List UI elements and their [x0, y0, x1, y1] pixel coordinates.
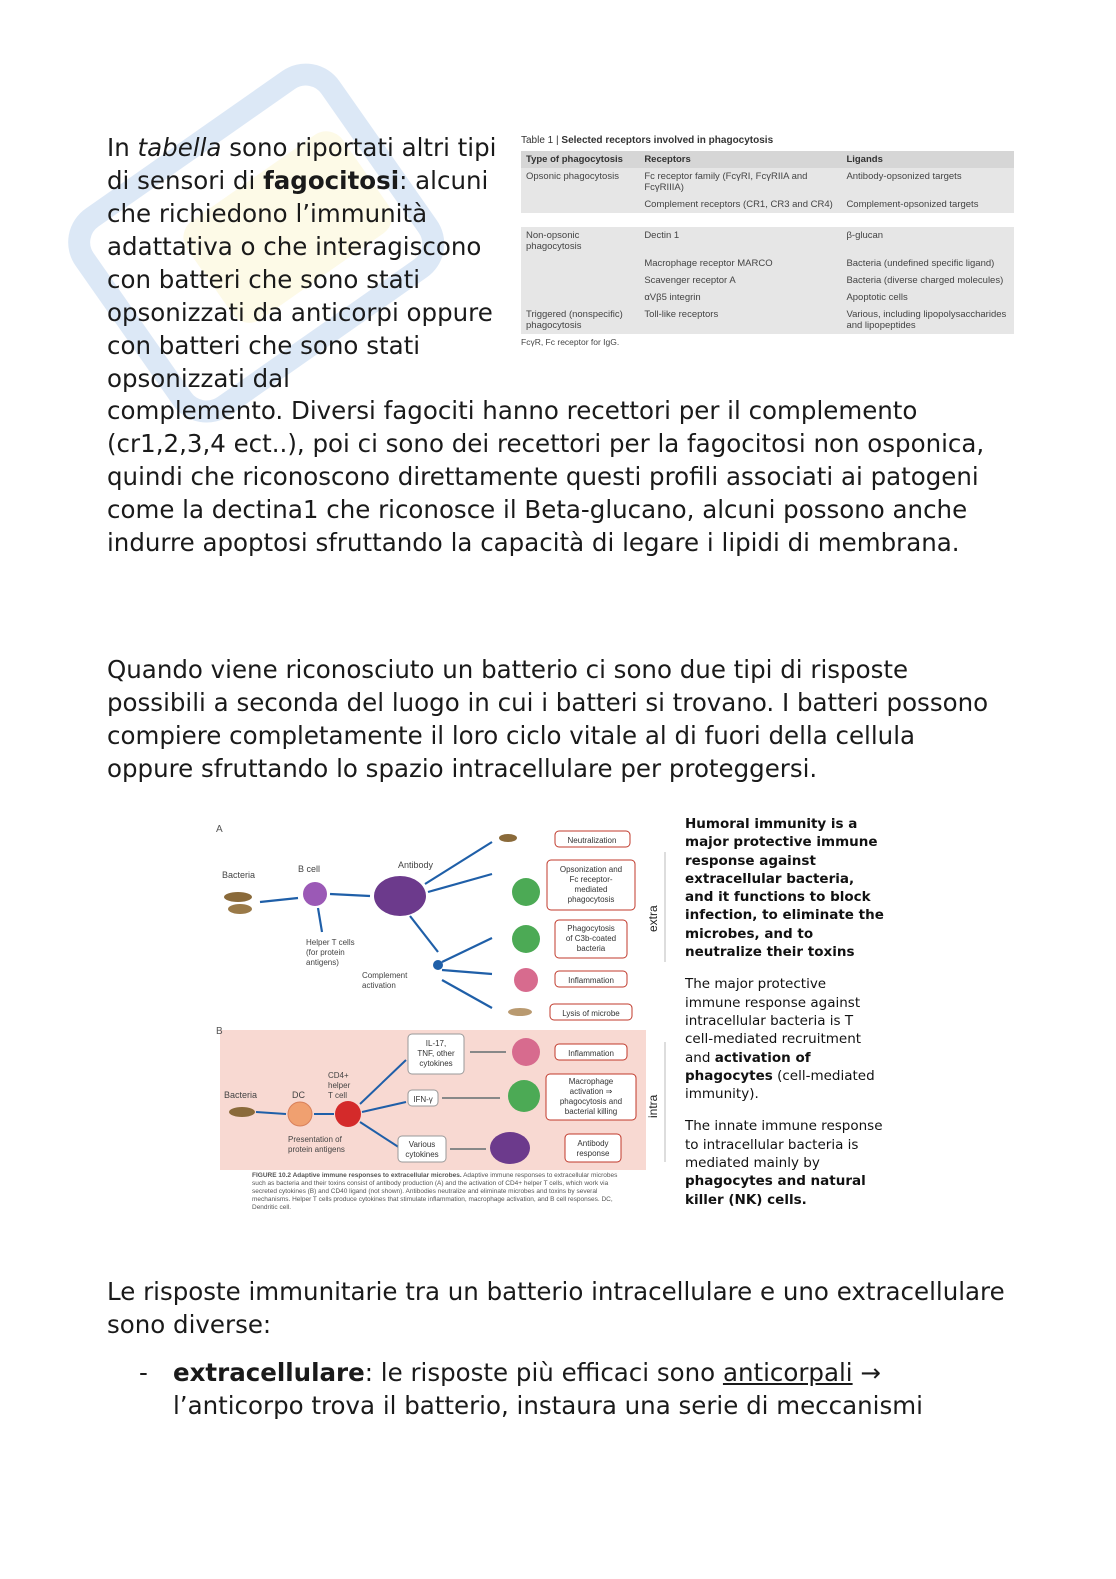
table-row: Triggered (nonspecific) phagocytosis Toll-like receptors Various, including lipopolysaccharides and lipopeptides — [521, 306, 1014, 334]
svg-text:antigens): antigens) — [306, 958, 339, 967]
label-helper: Helper T cells — [306, 938, 355, 947]
svg-text:Opsonization and: Opsonization and — [559, 865, 623, 874]
svg-text:activation: activation — [362, 981, 396, 990]
label-intra: intra — [646, 1094, 660, 1118]
svg-text:phagocytosis: phagocytosis — [567, 895, 615, 904]
table-row: Opsonic phagocytosis Fc receptor family (FcγRI, FcγRIIA and FcγRIIIA) Antibody-opsonized targets — [521, 168, 1014, 196]
svg-text:activation ⇒: activation ⇒ — [569, 1087, 613, 1096]
intro-paragraph: In tabella sono riportati altri tipi di sensori di fagocitosi: alcuni che richiedono l’immunità adattativa o che interagiscono con batteri che sono stati opsonizzati da anticorpi oppure con batteri che sono stati opsonizzati dal — [107, 133, 497, 393]
svg-text:IFN-γ: IFN-γ — [413, 1095, 433, 1104]
svg-text:TNF, other: TNF, other — [417, 1049, 455, 1058]
table-row: αVβ5 integrin Apoptotic cells — [521, 289, 1014, 306]
table-row: Non-opsonic phagocytosis Dectin 1 β-glucan — [521, 227, 1014, 255]
table-caption: Table 1 | Selected receptors involved in phagocytosis — [521, 135, 774, 146]
label-antibody: Antibody — [398, 860, 434, 870]
plasma-cell-icon — [374, 876, 426, 916]
bacteria-paragraph: Quando viene riconosciuto un batterio ci sono due tipi di risposte possibili a seconda del luogo in cui i batteri si trovano. I batteri possono compiere completamente il loro ciclo vitale al di fuori della cellula oppure sfruttando lo spazio intracellulare per proteggersi. — [107, 655, 989, 783]
figure-side-notes — [685, 815, 885, 1223]
b-cell-icon — [303, 882, 327, 906]
bullet-dash: - — [139, 1358, 148, 1387]
svg-text:Presentation of: Presentation of — [288, 1135, 342, 1144]
svg-text:Antibody: Antibody — [577, 1139, 609, 1148]
svg-text:cytokines: cytokines — [405, 1150, 439, 1159]
svg-text:phagocytosis and: phagocytosis and — [559, 1097, 623, 1106]
table-header: Type of phagocytosis — [521, 151, 639, 168]
label-bacteria-a: Bacteria — [222, 870, 256, 880]
outcome-neutralization: Neutralization — [567, 836, 617, 845]
svg-text:helper: helper — [328, 1081, 351, 1090]
outcome-inflammation-a: Inflammation — [568, 976, 614, 985]
svg-text:bacteria: bacteria — [576, 944, 606, 953]
svg-text:CD4+: CD4+ — [328, 1071, 349, 1080]
label-extra: extra — [646, 905, 660, 932]
svg-text:Phagocytosis: Phagocytosis — [567, 924, 615, 933]
svg-text:(for protein: (for protein — [306, 948, 345, 957]
label-complement: Complement — [362, 971, 408, 980]
table-header: Ligands — [841, 151, 1014, 168]
t-cell-icon — [335, 1101, 361, 1127]
intro-paragraph-continuation: complemento. Diversi fagociti hanno recettori per il complemento (cr1,2,3,4 ect..), poi ci sono dei recettori per la fagocitosi non osponica, quindi che riconoscono direttamente questi profili associati ai patogeni come la dectina1 che riconosce il Beta-glucano, alcuni possono anche indurre apoptosi sfruttando la capacità di legare i lipidi di membrana. — [107, 396, 985, 557]
svg-text:IL-17,: IL-17, — [425, 1039, 447, 1048]
svg-text:bacterial killing: bacterial killing — [564, 1107, 618, 1116]
svg-text:of C3b-coated: of C3b-coated — [565, 934, 617, 943]
immune-response-figure — [210, 812, 670, 1222]
label-b-cell: B cell — [298, 864, 321, 874]
outcome-cells — [499, 834, 540, 1016]
table-row: Macrophage receptor MARCO Bacteria (undefined specific ligand) — [521, 255, 1014, 272]
dendritic-cell-icon — [288, 1102, 312, 1126]
table-row: Complement receptors (CR1, CR3 and CR4) Complement-opsonized targets — [521, 196, 1014, 213]
svg-text:protein antigens: protein antigens — [288, 1145, 345, 1154]
svg-text:cytokines: cytokines — [419, 1059, 453, 1068]
svg-text:T cell: T cell — [328, 1091, 347, 1100]
svg-text:Various: Various — [408, 1140, 436, 1149]
panel-a-label: A — [216, 824, 223, 835]
note-innate: The innate immune response to intracellular bacteria is mediated mainly by phagocytes and natural killer (NK) cells. — [685, 1118, 883, 1208]
svg-text:response: response — [576, 1149, 610, 1158]
receptors-table — [521, 135, 1014, 347]
label-bacteria-b: Bacteria — [224, 1090, 258, 1100]
responses-paragraph: Le risposte immunitarie tra un batterio intracellulare e uno extracellulare sono diverse: — [107, 1277, 1005, 1339]
svg-text:mediated: mediated — [574, 885, 608, 894]
table-header: Receptors — [639, 151, 841, 168]
note-humoral: Humoral immunity is a major protective immune response against extracellular bacteria, and it functions to block infection, to eliminate the microbes, and to neutralize their toxins — [685, 816, 884, 961]
table-row: Scavenger receptor A Bacteria (diverse charged molecules) — [521, 272, 1014, 289]
svg-text:Fc receptor-: Fc receptor- — [569, 875, 613, 884]
figure-caption: FIGURE 10.2 Adaptive immune responses to extracellular microbes. Adaptive immune responses to extracellular microbes such as bacteria and their toxins consist of antibody production (A) and the activation of CD4+ helper T cells, which work via secreted cytokines (B) and CD40 ligand (not shown). Antibodies neutralize and eliminate microbes and toxins by several mechanisms. Helper T cells produce cytokines that stimulate inflammation, macrophage activation, and B cell responses. DC, Dendritic cell. — [252, 1172, 618, 1211]
outcome-lysis: Lysis of microbe — [562, 1009, 620, 1018]
bacteria-icon — [224, 892, 252, 914]
table-footnote: FcγR, Fc receptor for IgG. — [521, 337, 620, 347]
note-cell-mediated: The major protective immune response against intracellular bacteria is T cell-mediated recruitment and activation of phagocytes (cell-mediated immunity). — [685, 976, 875, 1103]
panel-b-label: B — [216, 1026, 223, 1037]
svg-text:DC: DC — [292, 1090, 305, 1100]
svg-text:Macrophage: Macrophage — [568, 1077, 614, 1086]
outcome-inflammation-b: Inflammation — [568, 1049, 614, 1058]
